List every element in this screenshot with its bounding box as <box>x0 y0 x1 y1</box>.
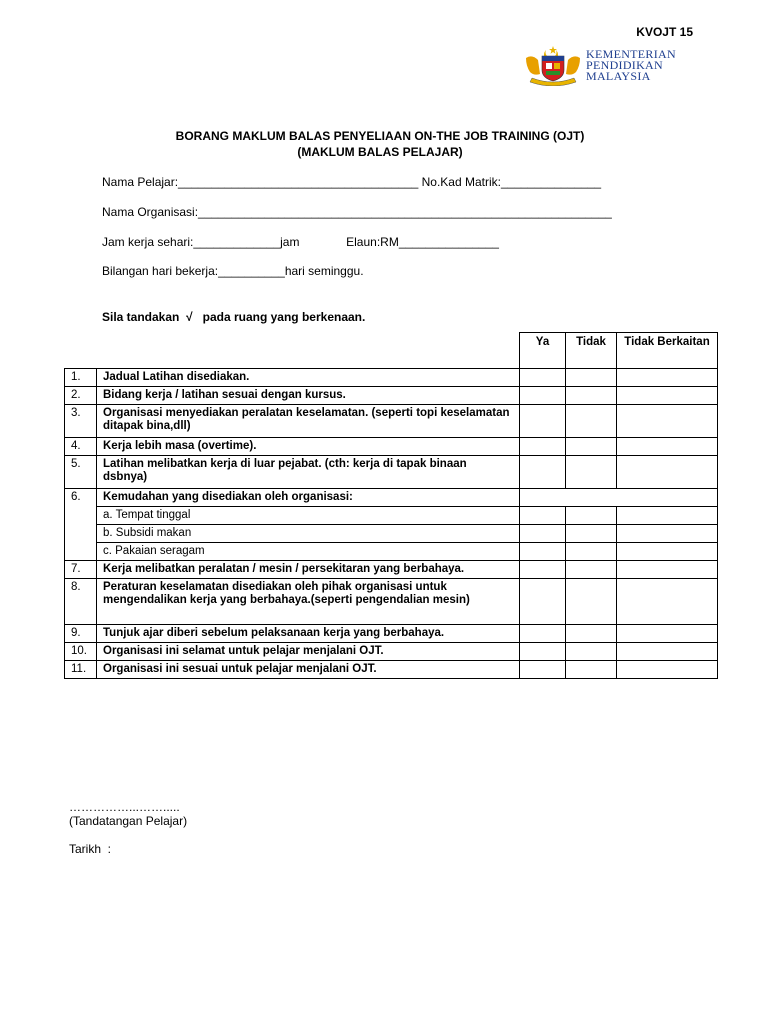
table-row <box>65 661 718 679</box>
row-number: 5. <box>65 456 97 489</box>
checkbox-ya[interactable] <box>520 625 566 643</box>
row-subquestion: c. Pakaian seragam <box>97 543 520 561</box>
field-nama-organisasi[interactable]: Nama Organisasi:______________________________________________________________ <box>102 205 612 219</box>
row-number: 8. <box>65 579 97 625</box>
checkbox-tidak[interactable] <box>566 507 617 525</box>
table-row <box>65 456 718 489</box>
checkbox-tidak[interactable] <box>566 387 617 405</box>
ministry-logo <box>522 44 692 88</box>
checkbox-tidak-berkaitan[interactable] <box>617 456 718 489</box>
table-row <box>65 369 718 387</box>
checkbox-tidak-berkaitan[interactable] <box>617 661 718 679</box>
section-empty-cell <box>520 489 718 507</box>
row-number: 9. <box>65 625 97 643</box>
row-question: Tunjuk ajar diberi sebelum pelaksanaan kerja yang berbahaya. <box>97 625 520 643</box>
checkbox-tidak[interactable] <box>566 625 617 643</box>
row-question: Kerja lebih masa (overtime). <box>97 438 520 456</box>
checkbox-ya[interactable] <box>520 543 566 561</box>
feedback-table <box>64 332 718 679</box>
header-tidak: Tidak <box>566 333 617 369</box>
checkbox-tidak[interactable] <box>566 438 617 456</box>
ministry-line-1: KEMENTERIAN <box>586 47 676 61</box>
date-label: Tarikh : <box>69 842 112 856</box>
checkbox-tidak-berkaitan[interactable] <box>617 643 718 661</box>
ministry-line-2: PENDIDIKAN <box>586 58 663 72</box>
header-spacer <box>65 333 97 369</box>
table-row <box>65 543 718 561</box>
field-jam-kerja[interactable]: Jam kerja sehari:_____________jam Elaun:RM_______________ <box>102 235 499 249</box>
malaysia-coat-of-arms-icon <box>522 44 584 86</box>
checkbox-tidak-berkaitan[interactable] <box>617 507 718 525</box>
row-number: 11. <box>65 661 97 679</box>
row-number: 2. <box>65 387 97 405</box>
row-question: Bidang kerja / latihan sesuai dengan kursus. <box>97 387 520 405</box>
table-row <box>65 405 718 438</box>
header-ya: Ya <box>520 333 566 369</box>
form-title: BORANG MAKLUM BALAS PENYELIAAN ON-THE JOB TRAINING (OJT) <box>175 129 585 143</box>
table-row <box>65 643 718 661</box>
checkbox-ya[interactable] <box>520 405 566 438</box>
row-question: Organisasi menyediakan peralatan keselamatan. (seperti topi keselamatan ditapak bina,dll) <box>97 405 520 438</box>
row-question: Organisasi ini sesuai untuk pelajar menjalani OJT. <box>97 661 520 679</box>
field-bilangan-hari[interactable]: Bilangan hari bekerja:__________hari seminggu. <box>102 264 364 278</box>
checkbox-ya[interactable] <box>520 525 566 543</box>
checkbox-ya[interactable] <box>520 456 566 489</box>
checkbox-tidak[interactable] <box>566 579 617 625</box>
checkbox-ya[interactable] <box>520 369 566 387</box>
row-question: Peraturan keselamatan disediakan oleh pihak organisasi untuk mengendalikan kerja yang berbahaya.(seperti pengendalian mesin) <box>97 579 520 625</box>
ministry-name <box>586 49 676 82</box>
table-header-row <box>65 333 718 369</box>
row-number: 3. <box>65 405 97 438</box>
table-row <box>65 387 718 405</box>
checkbox-tidak-berkaitan[interactable] <box>617 543 718 561</box>
row-number: 4. <box>65 438 97 456</box>
table-row <box>65 489 718 507</box>
header-spacer <box>97 333 520 369</box>
row-question: Kemudahan yang disediakan oleh organisasi: <box>97 489 520 507</box>
row-number: 10. <box>65 643 97 661</box>
row-number: 6. <box>65 489 97 561</box>
table-row <box>65 507 718 525</box>
checkbox-ya[interactable] <box>520 387 566 405</box>
checkbox-ya[interactable] <box>520 507 566 525</box>
checkbox-tidak[interactable] <box>566 643 617 661</box>
checkbox-ya[interactable] <box>520 643 566 661</box>
table-row <box>65 625 718 643</box>
signature-line[interactable]: ……………...……..... <box>69 800 180 814</box>
checkbox-tidak[interactable] <box>566 525 617 543</box>
table-row <box>65 438 718 456</box>
checkbox-ya[interactable] <box>520 661 566 679</box>
checkbox-tidak-berkaitan[interactable] <box>617 561 718 579</box>
row-number: 1. <box>65 369 97 387</box>
checkbox-tidak[interactable] <box>566 405 617 438</box>
row-question: Kerja melibatkan peralatan / mesin / persekitaran yang berbahaya. <box>97 561 520 579</box>
instruction-text: Sila tandakan √ pada ruang yang berkenaan. <box>102 310 366 324</box>
checkbox-tidak-berkaitan[interactable] <box>617 438 718 456</box>
checkbox-tidak-berkaitan[interactable] <box>617 579 718 625</box>
field-nama-pelajar[interactable]: Nama Pelajar:____________________________________ No.Kad Matrik:_______________ <box>102 175 602 189</box>
header-tidak-berkaitan: Tidak Berkaitan <box>617 333 718 369</box>
row-question: Organisasi ini selamat untuk pelajar menjalani OJT. <box>97 643 520 661</box>
checkbox-ya[interactable] <box>520 438 566 456</box>
row-number: 7. <box>65 561 97 579</box>
table-row <box>65 525 718 543</box>
checkbox-tidak-berkaitan[interactable] <box>617 525 718 543</box>
row-question: Jadual Latihan disediakan. <box>97 369 520 387</box>
form-subtitle: (MAKLUM BALAS PELAJAR) <box>297 145 463 159</box>
checkbox-tidak-berkaitan[interactable] <box>617 625 718 643</box>
ministry-line-3: MALAYSIA <box>586 69 651 83</box>
signature-label: (Tandatangan Pelajar) <box>69 814 188 828</box>
checkbox-tidak-berkaitan[interactable] <box>617 387 718 405</box>
table-row <box>65 579 718 625</box>
checkbox-ya[interactable] <box>520 561 566 579</box>
checkbox-tidak-berkaitan[interactable] <box>617 369 718 387</box>
form-code: KVOJT 15 <box>636 25 693 39</box>
checkbox-tidak[interactable] <box>566 661 617 679</box>
checkbox-tidak-berkaitan[interactable] <box>617 405 718 438</box>
checkbox-ya[interactable] <box>520 579 566 625</box>
checkbox-tidak[interactable] <box>566 543 617 561</box>
checkbox-tidak[interactable] <box>566 561 617 579</box>
table-row <box>65 561 718 579</box>
row-question: Latihan melibatkan kerja di luar pejabat. (cth: kerja di tapak binaan dsbnya) <box>97 456 520 489</box>
row-subquestion: b. Subsidi makan <box>97 525 520 543</box>
checkbox-tidak[interactable] <box>566 456 617 489</box>
row-subquestion: a. Tempat tinggal <box>97 507 520 525</box>
checkbox-tidak[interactable] <box>566 369 617 387</box>
